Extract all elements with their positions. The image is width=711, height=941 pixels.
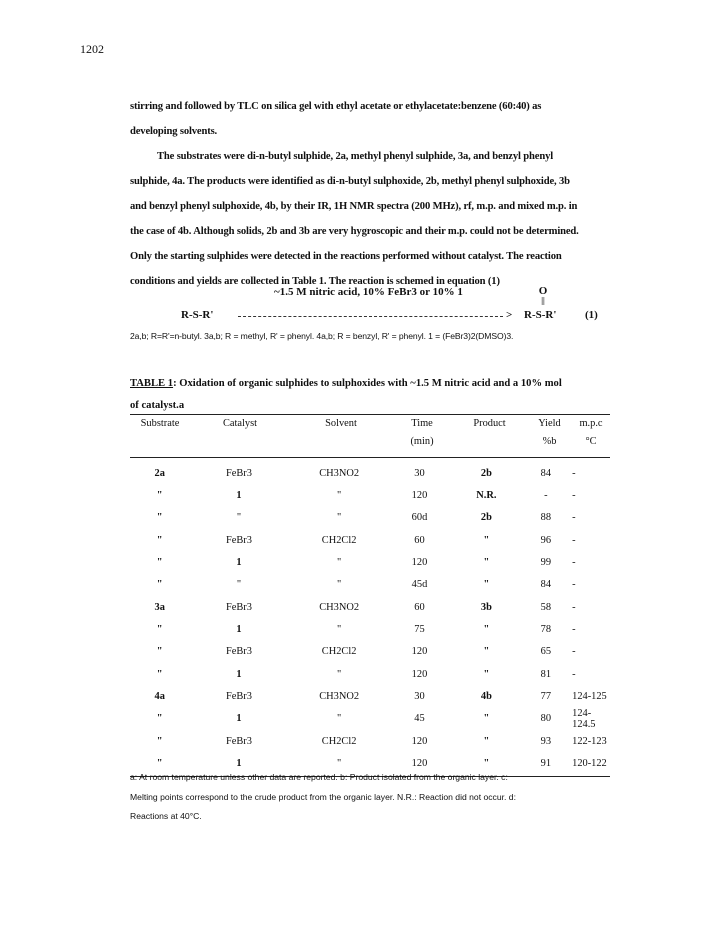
cell-solvent: " (337, 557, 342, 569)
table-row (130, 551, 610, 573)
cell-product: " (483, 624, 490, 636)
table-row (130, 663, 610, 685)
cell-solvent: CH3NO2 (319, 601, 360, 613)
cell-product: " (483, 646, 490, 658)
reaction-arrow (238, 316, 503, 317)
cell-yield: 65 (540, 646, 552, 658)
cell-substrate: " (156, 557, 163, 569)
cell-catalyst: 1 (236, 713, 242, 725)
text-line: conditions and yields are collected in Table 1. The reaction is schemed in equation (1) (130, 276, 500, 287)
header-substrate: Substrate (140, 418, 180, 429)
text-line: and benzyl phenyl sulphoxide, 4b, by their IR, 1H NMR spectra (200 MHz), rf, m.p. and mixed m.p. in (130, 201, 578, 212)
cell-substrate: 2a (154, 467, 165, 479)
cell-substrate: " (156, 668, 163, 680)
cell-time: 120 (411, 758, 428, 770)
cell-yield: - (544, 490, 548, 502)
cell-yield: 88 (540, 512, 552, 524)
cell-time: 120 (411, 490, 428, 502)
table-row (130, 529, 610, 551)
cell-mp: - (572, 579, 576, 591)
header-solvent: Solvent (325, 418, 357, 429)
header-product: Product (473, 418, 506, 429)
table-row (130, 507, 610, 529)
cell-product: 3b (480, 601, 492, 613)
cell-solvent: " (337, 758, 342, 770)
oxygen-label: O (538, 285, 548, 297)
results-table-body (130, 462, 610, 775)
cell-solvent: " (337, 490, 342, 502)
cell-catalyst: FeBr3 (225, 601, 252, 613)
cell-mp: - (572, 534, 576, 546)
cell-yield: 84 (540, 579, 552, 591)
cell-time: 120 (411, 668, 428, 680)
cell-mp: 120-122 (572, 758, 607, 770)
cell-solvent: CH2Cl2 (321, 534, 357, 546)
equation-number: (1) (585, 309, 598, 321)
cell-substrate: " (156, 490, 163, 502)
cell-solvent: CH2Cl2 (321, 735, 357, 747)
header-mp: m.p.c (579, 418, 603, 429)
cell-product: " (483, 668, 490, 680)
cell-time: 75 (414, 624, 425, 636)
cell-time: 60d (411, 512, 428, 524)
cell-substrate: " (156, 713, 163, 725)
text-line: Only the starting sulphides were detected in the reactions performed without catalyst. The reaction (130, 251, 562, 262)
cell-mp: - (572, 557, 576, 569)
cell-time: 30 (414, 691, 425, 703)
equation-reactant: R-S-R' (181, 309, 214, 321)
cell-mp: - (572, 601, 576, 613)
table-footnotes (130, 768, 610, 827)
cell-catalyst: FeBr3 (225, 691, 252, 703)
table-top-rule (130, 414, 610, 415)
cell-catalyst: 1 (236, 624, 242, 636)
footnote-line: Melting points correspond to the crude product from the organic layer. N.R.: Reaction did not occur. d: (130, 791, 516, 802)
header-catalyst: Catalyst (222, 418, 258, 429)
cell-catalyst: 1 (236, 557, 242, 569)
cell-yield: 77 (540, 691, 552, 703)
cell-mp: - (572, 467, 576, 479)
cell-yield: 78 (540, 624, 552, 636)
paragraph-continued (130, 94, 605, 144)
footnote-line: a: At room temperature unless other data are reported. b: Product isolated from the organic layer. c: (130, 772, 508, 782)
cell-yield: 80 (540, 713, 552, 725)
double-bond: || (541, 296, 545, 305)
cell-mp: 124-125 (572, 691, 607, 703)
equation-legend: 2a,b; R=R'=n-butyl. 3a,b; R = methyl, R' = phenyl. 4a,b; R = benzyl, R' = phenyl. 1 = (FeBr3)2(DMSO)3. (130, 331, 514, 341)
cell-substrate: " (156, 624, 163, 636)
cell-product: " (483, 579, 490, 591)
cell-time: 60 (414, 534, 425, 546)
table-row (130, 730, 610, 752)
table-label: TABLE 1 (130, 378, 174, 389)
cell-product: 2b (480, 467, 492, 479)
cell-substrate: " (156, 646, 163, 658)
table-header-rule (130, 457, 610, 458)
cell-product: " (483, 713, 490, 725)
table-row (130, 685, 610, 707)
cell-product: N.R. (476, 490, 497, 502)
cell-product: 2b (480, 512, 492, 524)
cell-catalyst: FeBr3 (225, 646, 252, 658)
cell-time: 120 (411, 735, 428, 747)
cell-product: " (483, 758, 490, 770)
arrow-head: > (506, 309, 513, 321)
results-table (130, 462, 610, 775)
cell-catalyst: 1 (236, 668, 242, 680)
cell-mp: - (572, 624, 576, 636)
cell-solvent: " (337, 512, 342, 524)
cell-substrate: " (156, 579, 163, 591)
text-line: stirring and followed by TLC on silica gel with ethyl acetate or ethylacetate:benzene (60:40) as (130, 101, 542, 112)
table-caption (130, 373, 610, 417)
subheader-mp-unit: °C (585, 436, 597, 447)
table-row (130, 484, 610, 506)
cell-time: 120 (411, 646, 428, 658)
cell-product: " (483, 557, 490, 569)
cell-catalyst: FeBr3 (225, 534, 252, 546)
footnote-line: Reactions at 40°C. (130, 811, 202, 821)
equation-conditions: ~1.5 M nitric acid, 10% FeBr3 or 10% 1 (274, 286, 463, 298)
table-row (130, 596, 610, 618)
text-line: the case of 4b. Although solids, 2b and 3b are very hygroscopic and their m.p. could not be determined. (130, 226, 579, 237)
cell-substrate: " (156, 758, 163, 770)
table-caption-text-2: of catalyst.a (130, 400, 185, 411)
text-line: sulphide, 4a. The products were identified as di-n-butyl sulphoxide, 2b, methyl phenyl sulphoxide, 3b (130, 176, 570, 187)
cell-time: 60 (414, 601, 425, 613)
table-row (130, 708, 610, 730)
cell-product: " (483, 534, 490, 546)
table-row (130, 641, 610, 663)
cell-time: 120 (411, 557, 428, 569)
cell-catalyst: 1 (236, 490, 242, 502)
cell-solvent: CH2Cl2 (321, 646, 357, 658)
text-line: The substrates were di-n-butyl sulphide, 2a, methyl phenyl sulphide, 3a, and benzyl phenyl (157, 151, 554, 162)
subheader-time-unit: (min) (410, 436, 434, 447)
cell-catalyst: FeBr3 (225, 467, 252, 479)
sulphoxide-oxygen (536, 286, 550, 304)
cell-substrate: " (156, 512, 163, 524)
cell-yield: 58 (540, 601, 552, 613)
table-row (130, 574, 610, 596)
cell-yield: 84 (540, 467, 552, 479)
cell-solvent: CH3NO2 (319, 467, 360, 479)
text-line: developing solvents. (130, 126, 218, 137)
page-number: 1202 (80, 42, 104, 56)
cell-product: " (483, 735, 490, 747)
equation-product: R-S-R' (524, 309, 557, 321)
table-row (130, 462, 610, 484)
cell-catalyst: " (236, 512, 242, 524)
cell-catalyst: 1 (236, 758, 242, 770)
cell-mp: - (572, 668, 576, 680)
equation-row (181, 309, 611, 329)
cell-yield: 81 (540, 668, 552, 680)
subheader-yield-unit: %b (542, 436, 557, 447)
cell-solvent: " (337, 713, 342, 725)
cell-substrate: " (156, 534, 163, 546)
paragraph-substrates (130, 144, 605, 294)
header-yield: Yield (538, 418, 561, 429)
table-row (130, 618, 610, 640)
cell-yield: 93 (540, 735, 552, 747)
cell-catalyst: " (236, 579, 242, 591)
cell-yield: 99 (540, 557, 552, 569)
cell-time: 45d (411, 579, 428, 591)
cell-solvent: CH3NO2 (319, 691, 360, 703)
cell-solvent: " (337, 624, 342, 636)
cell-mp: - (572, 490, 576, 502)
cell-mp: 124-124.5 (572, 707, 596, 730)
cell-mp: 122-123 (572, 735, 607, 747)
cell-yield: 96 (540, 534, 552, 546)
cell-substrate: 3a (154, 601, 165, 613)
cell-solvent: " (337, 668, 342, 680)
cell-substrate: 4a (154, 691, 165, 703)
cell-solvent: " (337, 579, 342, 591)
cell-product: 4b (480, 691, 492, 703)
cell-substrate: " (156, 735, 163, 747)
cell-mp: - (572, 646, 576, 658)
header-time: Time (411, 418, 433, 429)
cell-mp: - (572, 512, 576, 524)
table-caption-text: : Oxidation of organic sulphides to sulphoxides with ~1.5 M nitric acid and a 10% mol (173, 378, 562, 389)
cell-yield: 91 (540, 758, 552, 770)
cell-time: 45 (414, 713, 425, 725)
cell-catalyst: FeBr3 (225, 735, 252, 747)
cell-time: 30 (414, 467, 425, 479)
